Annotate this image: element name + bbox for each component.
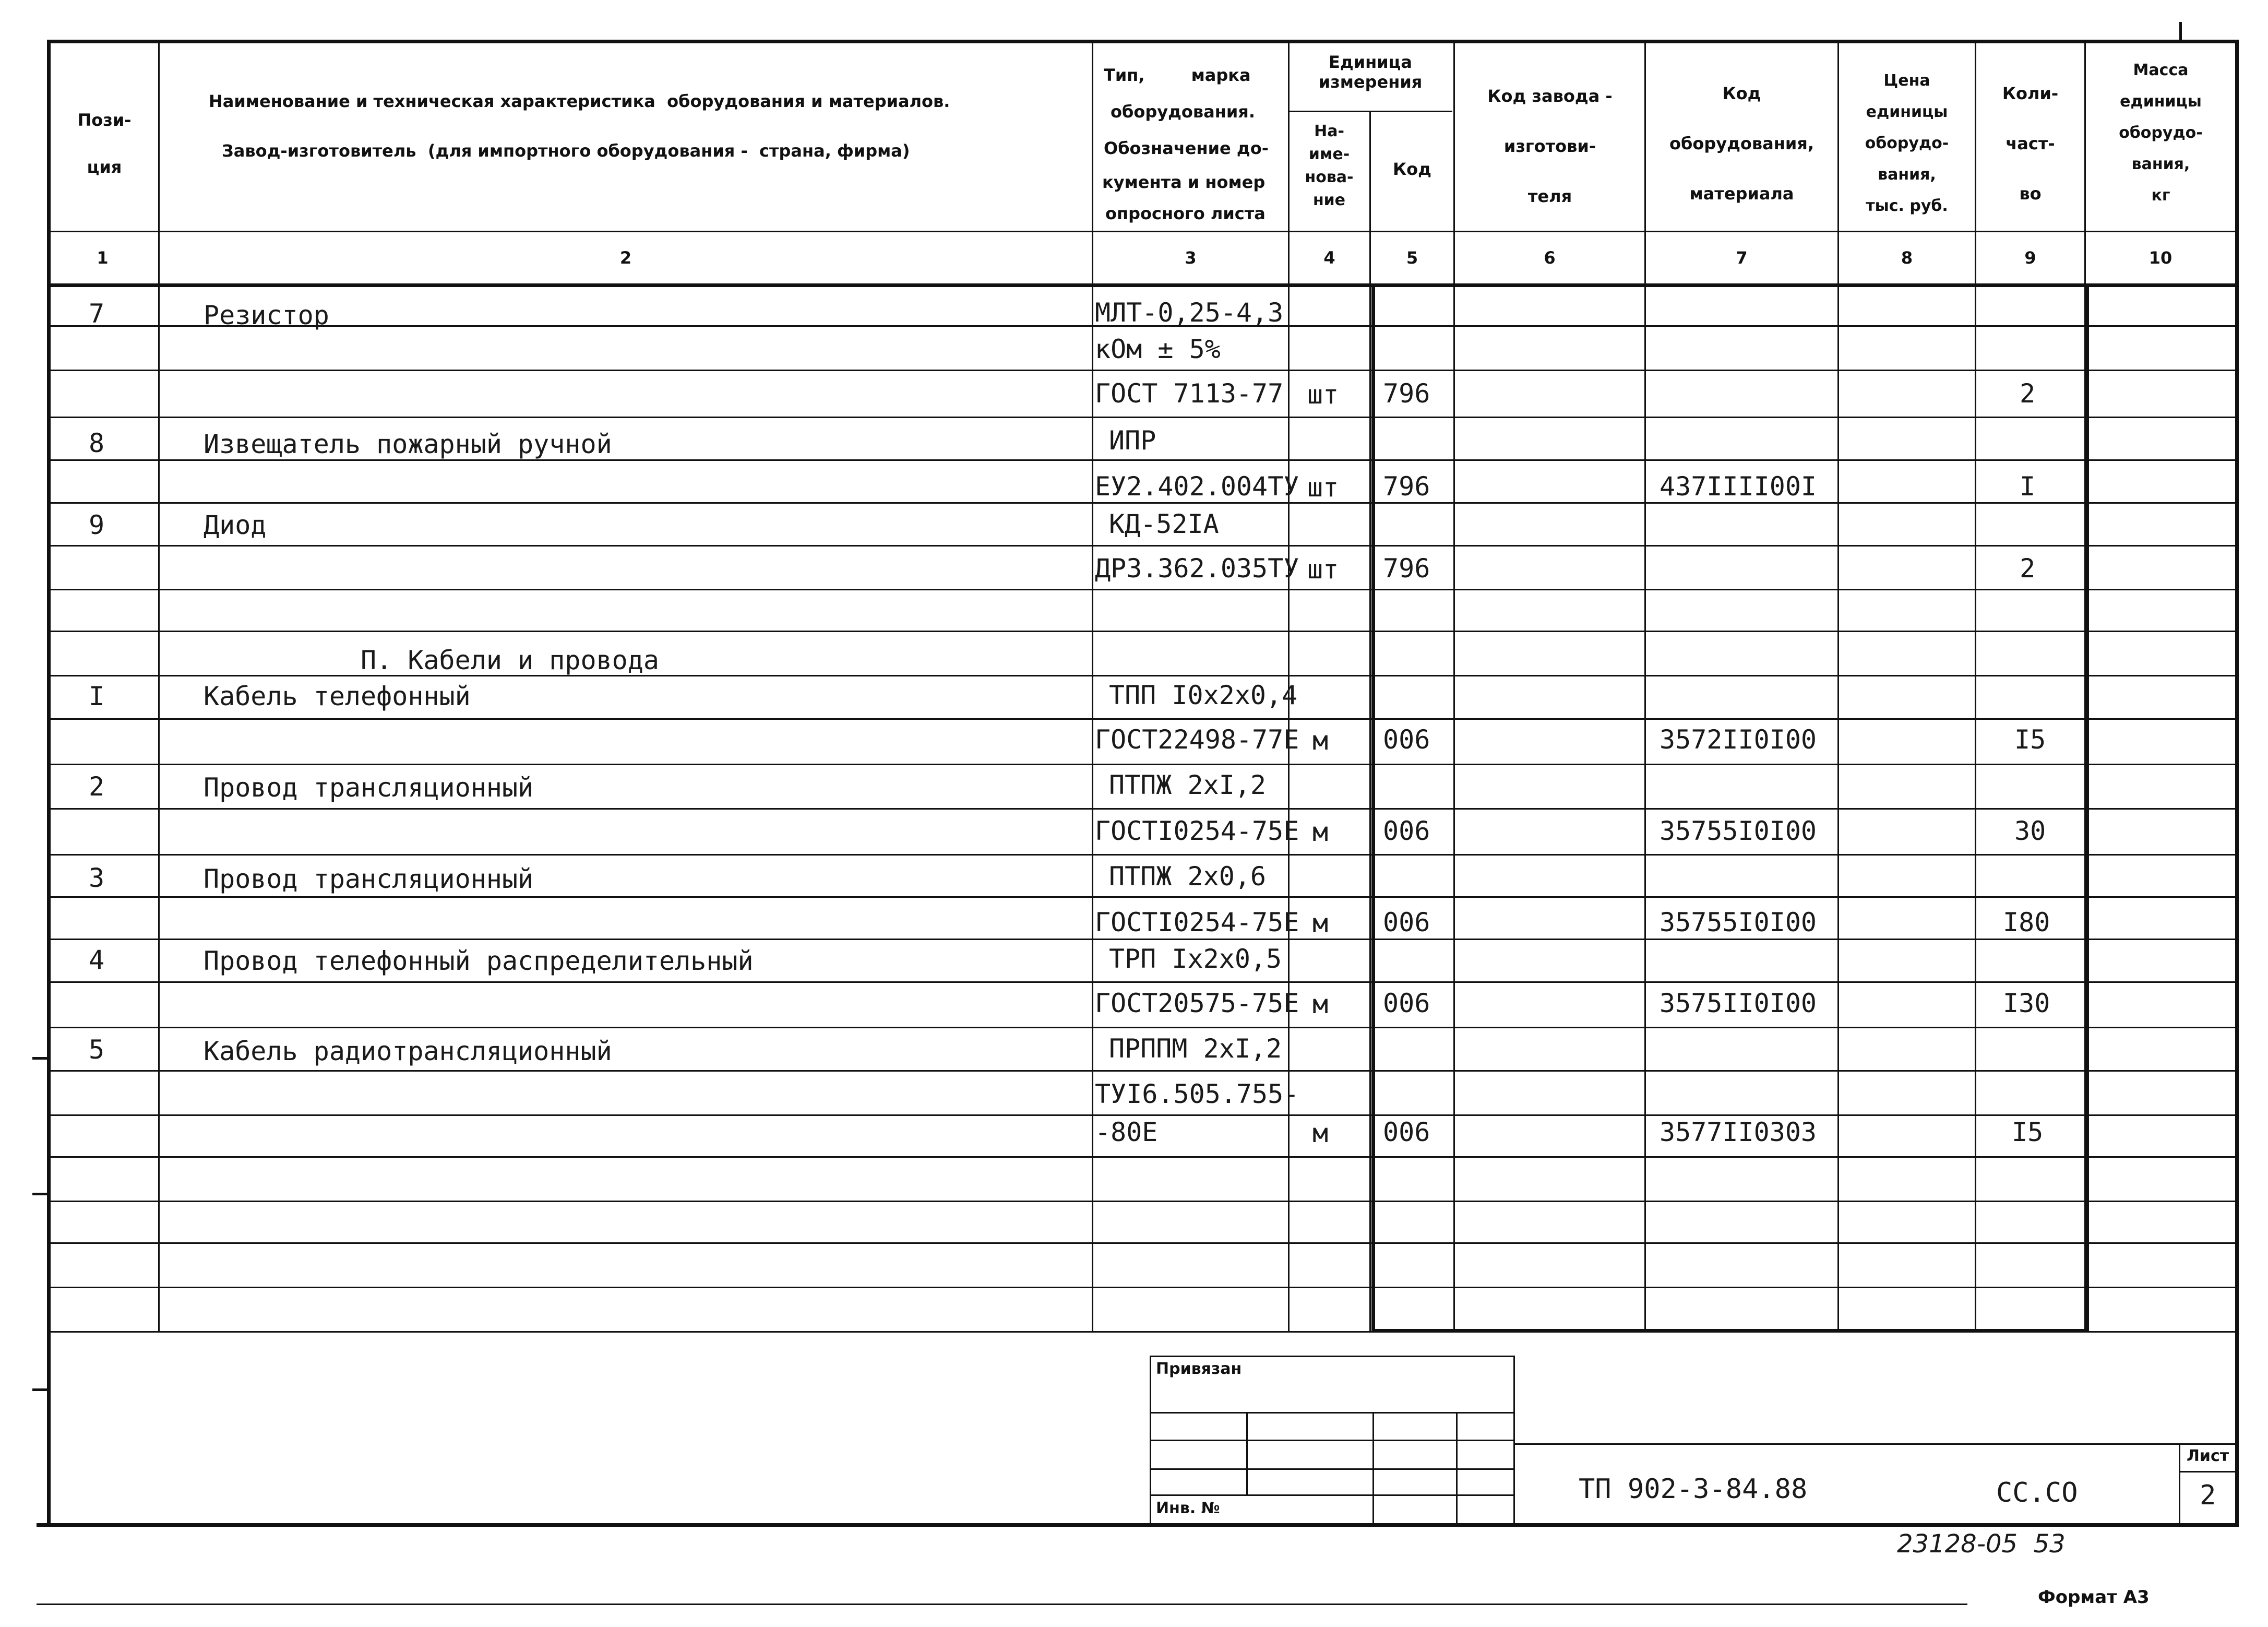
row-line <box>47 854 2239 856</box>
stamp-row-line <box>1150 1494 1515 1496</box>
row-type: ГОСТ 7113-77 <box>1095 378 1284 409</box>
header-type-l1: Тип, марка <box>1104 65 1251 85</box>
row-type: ПТПЖ 2xI,2 <box>1109 770 1267 800</box>
frame-right-border <box>2235 40 2239 1526</box>
stamp-col-line <box>1246 1412 1248 1495</box>
sheet-code: СС.СО <box>1996 1477 2078 1509</box>
row-line <box>47 459 2239 461</box>
row-qty: I <box>2020 471 2036 502</box>
row-material: 35755I0I00 <box>1660 816 1817 846</box>
list-number: 2 <box>2200 1480 2216 1511</box>
row-unit: м <box>1312 1118 1329 1148</box>
section-title: П. Кабели и провода <box>204 645 659 675</box>
header-unit-name: На- име- нова- ние <box>1305 122 1354 209</box>
row-code: 796 <box>1383 553 1430 584</box>
row-unit: шт <box>1307 554 1339 585</box>
stamp-row-line <box>1150 1468 1515 1470</box>
row-line <box>47 1070 2239 1072</box>
row-qty: 30 <box>2014 816 2046 846</box>
col-line-6 <box>1453 40 1455 1333</box>
row-qty: I5 <box>2012 1117 2044 1147</box>
row-code: 006 <box>1383 1117 1430 1147</box>
row-line <box>47 589 2239 590</box>
col-number-4: 4 <box>1323 248 1335 268</box>
col-number-10: 10 <box>2148 248 2172 268</box>
row-line <box>47 939 2239 940</box>
row-code: 006 <box>1383 988 1430 1018</box>
frame-top-border <box>47 40 2239 43</box>
header-quantity: Коли- част- во <box>2002 84 2059 204</box>
row-type: МЛТ-0,25-4,3 <box>1095 298 1284 328</box>
col-line-8 <box>1837 40 1839 1333</box>
row-line <box>47 1242 2239 1244</box>
header-type-l5: опросного листа <box>1105 204 1266 223</box>
header-position: Пози- ция <box>77 110 132 177</box>
row-name: Провод трансляционный <box>204 864 534 894</box>
row-code: 796 <box>1383 471 1430 502</box>
row-position: 9 <box>89 510 105 540</box>
row-name: Провод трансляционный <box>204 773 534 803</box>
row-type: КД-52IA <box>1109 509 1219 539</box>
row-position: 8 <box>89 428 105 458</box>
header-type-l3: Обозначение до- <box>1104 138 1269 158</box>
row-name: Кабель телефонный <box>204 681 471 711</box>
row-type: ГОСТ22498-77Е <box>1095 725 1299 755</box>
row-unit: шт <box>1307 472 1339 503</box>
row-position: 3 <box>89 863 105 893</box>
row-type: кОм ± 5% <box>1095 334 1221 364</box>
row-type: ЕУ2.402.004ТУ <box>1095 471 1299 502</box>
row-line <box>47 1156 2239 1158</box>
col-number-9: 9 <box>2024 248 2036 268</box>
stamp-col-line <box>1456 1412 1458 1524</box>
header-name-line1: Наименование и техническая характеристика оборудования и материалов. <box>209 91 950 111</box>
header-name-line2: Завод-изготовитель (для импортного оборудования - страна, фирма) <box>222 141 910 161</box>
header-type-l4: кумента и номер <box>1102 172 1266 192</box>
row-line <box>47 981 2239 983</box>
row-name: Извещатель пожарный ручной <box>204 429 612 459</box>
stamp-box-top <box>1150 1356 1515 1357</box>
margin-tick <box>2179 22 2182 41</box>
col-number-7: 7 <box>1736 248 1748 268</box>
row-unit: м <box>1312 817 1329 847</box>
row-type: ТУI6.505.755- <box>1095 1079 1299 1109</box>
title-strip-top <box>1515 1443 2238 1445</box>
header-mass: Масса единицы оборудо- вания, кг <box>2119 61 2203 205</box>
margin-tick <box>32 1193 47 1195</box>
row-position: I <box>89 681 105 711</box>
table-bottom-line <box>47 1331 2239 1333</box>
row-line <box>47 896 2239 898</box>
stamp-row-line <box>1150 1440 1515 1441</box>
stamp-privyazan-label: Привязан <box>1156 1360 1242 1378</box>
row-position: 4 <box>89 945 105 975</box>
row-name: Провод телефонный распределительный <box>204 946 754 976</box>
row-name: Кабель радиотрансляционный <box>204 1036 612 1066</box>
row-code: 006 <box>1383 725 1430 755</box>
margin-tick <box>32 1057 47 1060</box>
row-line <box>47 1201 2239 1202</box>
row-line <box>47 502 2239 504</box>
header-price: Цена единицы оборудо- вания, тыс. руб. <box>1865 72 1949 215</box>
stamp-inv-label: Инв. № <box>1156 1499 1220 1517</box>
document-code: ТП 902-3-84.88 <box>1579 1474 1808 1505</box>
row-qty: 2 <box>2020 553 2036 584</box>
col-number-8: 8 <box>1901 248 1913 268</box>
row-qty: I30 <box>2003 988 2050 1018</box>
row-code: 006 <box>1383 907 1430 937</box>
list-label: Лист <box>2187 1447 2229 1465</box>
row-qty: 2 <box>2020 378 2036 409</box>
col-number-1: 1 <box>97 248 109 268</box>
row-material: 3577II0303 <box>1660 1117 1817 1147</box>
col-number-2: 2 <box>619 248 632 268</box>
row-unit: м <box>1312 726 1329 756</box>
header-type-l2: оборудования. <box>1111 102 1255 122</box>
format-label: Формат А3 <box>2038 1587 2150 1608</box>
col-number-3: 3 <box>1185 248 1197 268</box>
col-line-7 <box>1644 40 1646 1333</box>
row-material: 3575II0I00 <box>1660 988 1817 1018</box>
row-name: Диод <box>204 510 267 540</box>
row-position: 2 <box>89 771 105 802</box>
row-type: ГОСТ20575-75Е <box>1095 988 1299 1018</box>
row-unit: м <box>1312 908 1329 939</box>
row-material: 437IIII00I <box>1660 471 1817 502</box>
row-material: 35755I0I00 <box>1660 907 1817 937</box>
row-unit: м <box>1312 989 1329 1019</box>
row-qty: I5 <box>2014 725 2046 755</box>
archive-number: 23128-05 53 <box>1897 1529 2066 1559</box>
header-unit-group: Единица измерения <box>1318 52 1423 92</box>
header-unit-code: Код <box>1393 159 1431 179</box>
row-line <box>47 718 2239 720</box>
stamp-col-line <box>1372 1412 1374 1524</box>
row-type: -80Е <box>1095 1117 1158 1147</box>
col-line-3 <box>1092 40 1093 1333</box>
row-code: 796 <box>1383 378 1430 409</box>
margin-tick <box>32 1388 47 1391</box>
row-line <box>47 417 2239 418</box>
row-line <box>47 1114 2239 1116</box>
row-material: 3572II0I00 <box>1660 725 1817 755</box>
row-line <box>47 545 2239 547</box>
row-line <box>47 1287 2239 1288</box>
stamp-row-line <box>1150 1412 1515 1414</box>
row-type: ДРЗ.362.035ТУ <box>1095 553 1299 584</box>
row-line <box>47 370 2239 371</box>
row-line <box>47 808 2239 810</box>
header-material-code: Код оборудования, материала <box>1669 84 1814 204</box>
header-divider <box>47 231 2239 232</box>
row-position: 7 <box>89 299 105 329</box>
row-type: ПРППМ 2xI,2 <box>1109 1034 1282 1064</box>
row-line <box>47 631 2239 632</box>
frame-bottom-border <box>37 1523 2239 1527</box>
col-line-5 <box>1369 111 1371 1333</box>
row-type: ТРП Ix2x0,5 <box>1109 944 1282 974</box>
col-line-9 <box>1975 40 1976 1333</box>
list-box-split <box>2179 1471 2236 1472</box>
row-type: ГОСТI0254-75Е <box>1095 816 1299 846</box>
bottom-trim-line <box>37 1604 1967 1605</box>
row-line <box>47 764 2239 765</box>
col-number-5: 5 <box>1406 248 1418 268</box>
col-line-2 <box>158 40 160 1333</box>
list-box-left <box>2179 1443 2180 1525</box>
row-type: ТПП I0x2x0,4 <box>1109 680 1298 710</box>
col-number-6: 6 <box>1544 248 1556 268</box>
row-line <box>47 1027 2239 1028</box>
row-unit: шт <box>1307 379 1339 410</box>
row-name: Резистор <box>204 300 329 330</box>
row-type: ГОСТI0254-75Е <box>1095 907 1299 937</box>
number-row-divider <box>47 283 2239 287</box>
row-code: 006 <box>1383 816 1430 846</box>
row-type: ИПР <box>1109 425 1156 456</box>
row-qty: I80 <box>2003 907 2050 937</box>
row-position: 5 <box>89 1035 105 1065</box>
header-plant-code: Код завода - изготови- теля <box>1487 86 1613 206</box>
row-type: ПТПЖ 2x0,6 <box>1109 861 1267 892</box>
